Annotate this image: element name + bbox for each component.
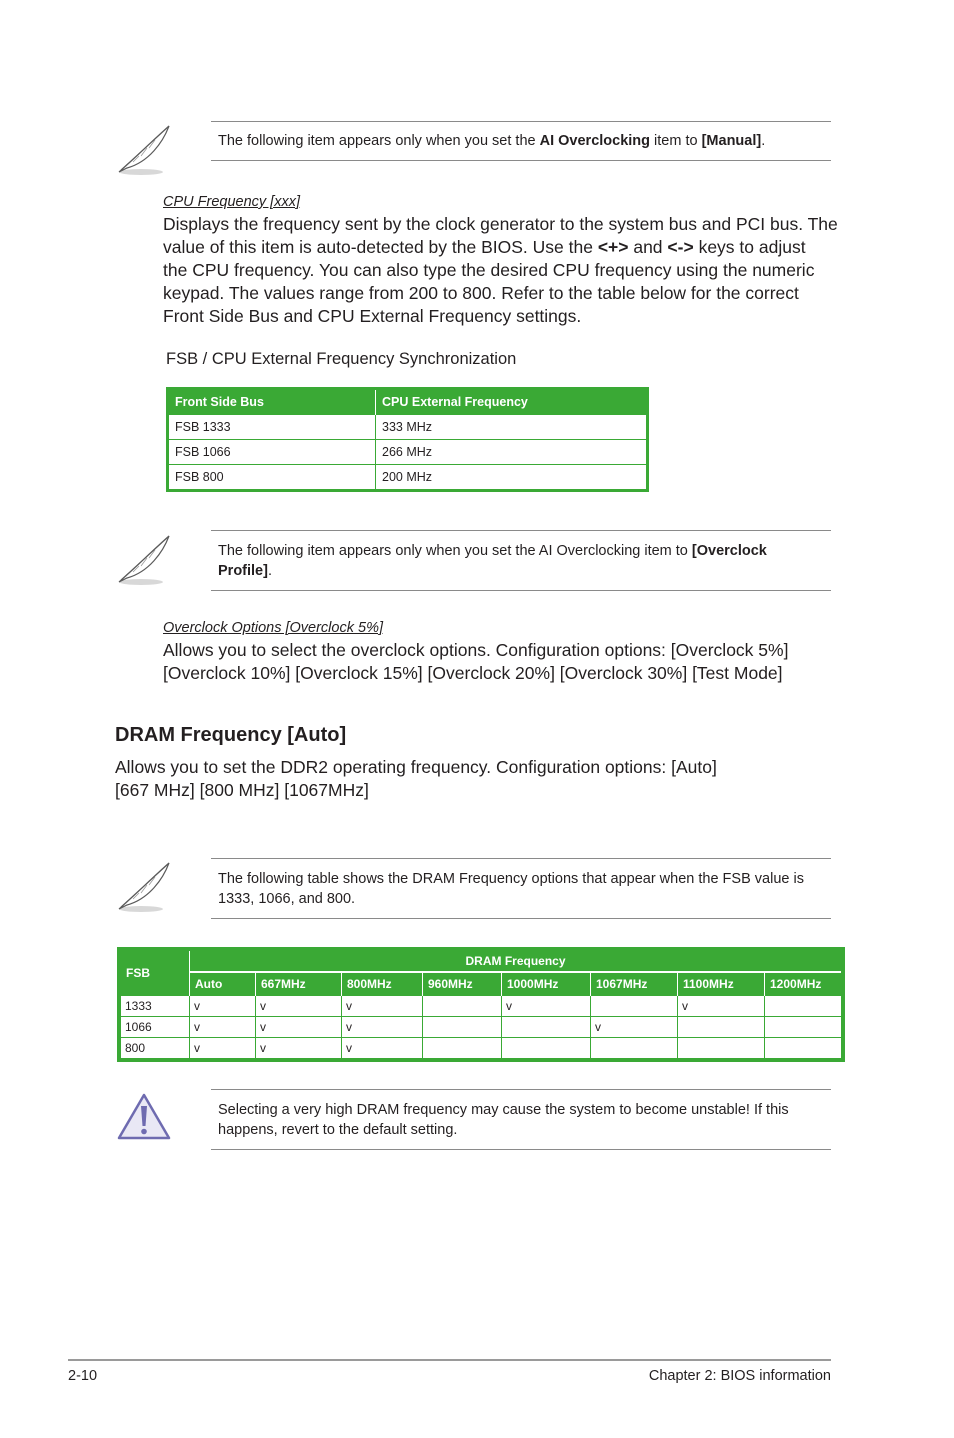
warning-line1: Selecting a very high DRAM frequency may cause the system to become unstable! If this — [218, 1102, 789, 1118]
dram-cell: v — [256, 996, 342, 1017]
fsb-table — [166, 387, 649, 492]
footer-page-number: 2-10 — [68, 1368, 98, 1384]
note1-middle: item to — [650, 133, 702, 149]
note1-bottom-rule — [211, 160, 831, 161]
dram-fsb-cell: 1066 — [119, 1017, 190, 1038]
table-row — [168, 440, 648, 465]
cpu-desc-line2 — [163, 236, 843, 259]
dram-cell — [765, 1038, 844, 1061]
dram-cell: v — [678, 996, 765, 1017]
warning-line2: happens, revert to the default setting. — [218, 1122, 458, 1138]
note1-bold-manual: [Manual] — [701, 133, 762, 149]
overclock-line1: Allows you to select the overclock options. Configuration options: [Overclock 5%] — [163, 640, 789, 660]
warning-top-rule — [211, 1089, 831, 1090]
cpu-frequency-description — [163, 213, 843, 328]
fsb-table-caption: FSB / CPU External Frequency Synchronization — [166, 350, 517, 368]
note-feather-icon — [113, 859, 173, 915]
dram-cell — [423, 1017, 502, 1038]
fsb-cell: FSB 1333 — [168, 415, 376, 440]
table-row — [119, 996, 843, 1017]
dram-cell: v — [190, 1017, 256, 1038]
cpu-desc-line2c: keys to adjust — [693, 237, 806, 257]
dram-header-fsb: FSB — [119, 949, 190, 996]
dram-col-header: Auto — [190, 972, 256, 996]
footer-chapter: Chapter 2: BIOS information — [648, 1368, 831, 1384]
cpu-desc-line1: Displays the frequency sent by the clock generator to the system bus and PCI bus. The — [163, 214, 838, 234]
warning-text — [218, 1100, 833, 1140]
dram-cell — [765, 996, 844, 1017]
note1-text — [218, 131, 833, 151]
dram-line2: [667 MHz] [800 MHz] [1067MHz] — [115, 780, 369, 800]
fsb-header-cpu-external-frequency: CPU External Frequency — [376, 389, 648, 415]
fsb-header-front-side-bus: Front Side Bus — [168, 389, 376, 415]
dram-frequency-heading: DRAM Frequency [Auto] — [115, 724, 347, 746]
dram-table-group-row — [119, 949, 843, 972]
key-plus: <+> — [597, 237, 629, 257]
dram-cell — [591, 996, 678, 1017]
dram-col-header: 960MHz — [423, 972, 502, 996]
note-feather-icon — [113, 532, 173, 588]
table-row — [119, 1017, 843, 1038]
dram-col-header: 1000MHz — [502, 972, 591, 996]
note1-bold-ai-overclocking: AI Overclocking — [539, 133, 651, 149]
dram-cell: v — [256, 1017, 342, 1038]
note3-text — [218, 869, 833, 909]
dram-cell: v — [256, 1038, 342, 1061]
note3-bottom-rule — [211, 918, 831, 919]
note2-top-rule — [211, 530, 831, 531]
note2-suffix: . — [267, 563, 272, 579]
dram-frequency-table — [117, 947, 845, 1062]
overclock-line2: [Overclock 10%] [Overclock 15%] [Overclock 20%] [Overclock 30%] [Test Mode] — [163, 663, 783, 683]
footer-rule — [68, 1359, 831, 1361]
dram-cell: v — [190, 1038, 256, 1061]
note3-line1: The following table shows the DRAM Frequency options that appear when the FSB value is — [218, 871, 804, 887]
cpu-desc-line4: keypad. The values range from 200 to 800. Refer to the table below for the correct — [163, 283, 799, 303]
dram-fsb-cell: 800 — [119, 1038, 190, 1061]
cpu-freq-cell: 333 MHz — [376, 415, 648, 440]
dram-cell: v — [502, 996, 591, 1017]
cpu-desc-line5: Front Side Bus and CPU External Frequency settings. — [163, 306, 582, 326]
cpu-desc-line2b: and — [628, 237, 668, 257]
cpu-freq-cell: 266 MHz — [376, 440, 648, 465]
dram-description — [115, 756, 835, 802]
cpu-desc-line3: the CPU frequency. You can also type the desired CPU frequency using the numeric — [163, 260, 815, 280]
table-row — [168, 415, 648, 440]
fsb-cell: FSB 1066 — [168, 440, 376, 465]
dram-table-column-row — [119, 972, 843, 996]
dram-cell: v — [342, 996, 423, 1017]
dram-cell: v — [591, 1017, 678, 1038]
dram-col-header: 1067MHz — [591, 972, 678, 996]
overclock-description — [163, 639, 843, 685]
table-row — [168, 465, 648, 491]
cpu-frequency-title: CPU Frequency [xxx] — [163, 194, 300, 210]
cpu-freq-cell: 200 MHz — [376, 465, 648, 491]
cpu-desc-line2a: value of this item is auto-detected by the BIOS. Use the — [163, 237, 598, 257]
note2-bold-profile: Profile] — [218, 563, 268, 579]
warning-bottom-rule — [211, 1149, 831, 1150]
dram-cell — [678, 1017, 765, 1038]
dram-cell — [423, 996, 502, 1017]
dram-header-group: DRAM Frequency — [190, 949, 844, 972]
dram-fsb-cell: 1333 — [119, 996, 190, 1017]
dram-cell: v — [190, 996, 256, 1017]
fsb-table-header-row — [168, 389, 648, 415]
overclock-options-title: Overclock Options [Overclock 5%] — [163, 620, 383, 636]
dram-line1: Allows you to set the DDR2 operating frequency. Configuration options: [Auto] — [115, 757, 717, 777]
note2-prefix: The following item appears only when you set the AI Overclocking item to — [218, 543, 692, 559]
note-feather-icon — [113, 122, 173, 178]
key-minus: <-> — [667, 237, 694, 257]
note1-suffix: . — [761, 133, 766, 149]
dram-col-header: 667MHz — [256, 972, 342, 996]
warning-triangle-icon — [116, 1092, 172, 1142]
dram-col-header: 1200MHz — [765, 972, 844, 996]
dram-col-header: 1100MHz — [678, 972, 765, 996]
dram-cell — [502, 1017, 591, 1038]
note3-top-rule — [211, 858, 831, 859]
note2-bold-overclock: [Overclock — [691, 543, 767, 559]
dram-cell: v — [342, 1038, 423, 1061]
dram-col-header: 800MHz — [342, 972, 423, 996]
note1-top-rule — [211, 121, 831, 122]
dram-cell: v — [342, 1017, 423, 1038]
dram-cell — [678, 1038, 765, 1061]
fsb-cell: FSB 800 — [168, 465, 376, 491]
note1-prefix: The following item appears only when you set the — [218, 133, 540, 149]
note2-bottom-rule — [211, 590, 831, 591]
dram-cell — [591, 1038, 678, 1061]
dram-cell — [423, 1038, 502, 1061]
note2-text — [218, 541, 833, 581]
dram-cell — [502, 1038, 591, 1061]
note3-line2: 1333, 1066, and 800. — [218, 891, 356, 907]
table-row — [119, 1038, 843, 1061]
dram-cell — [765, 1017, 844, 1038]
